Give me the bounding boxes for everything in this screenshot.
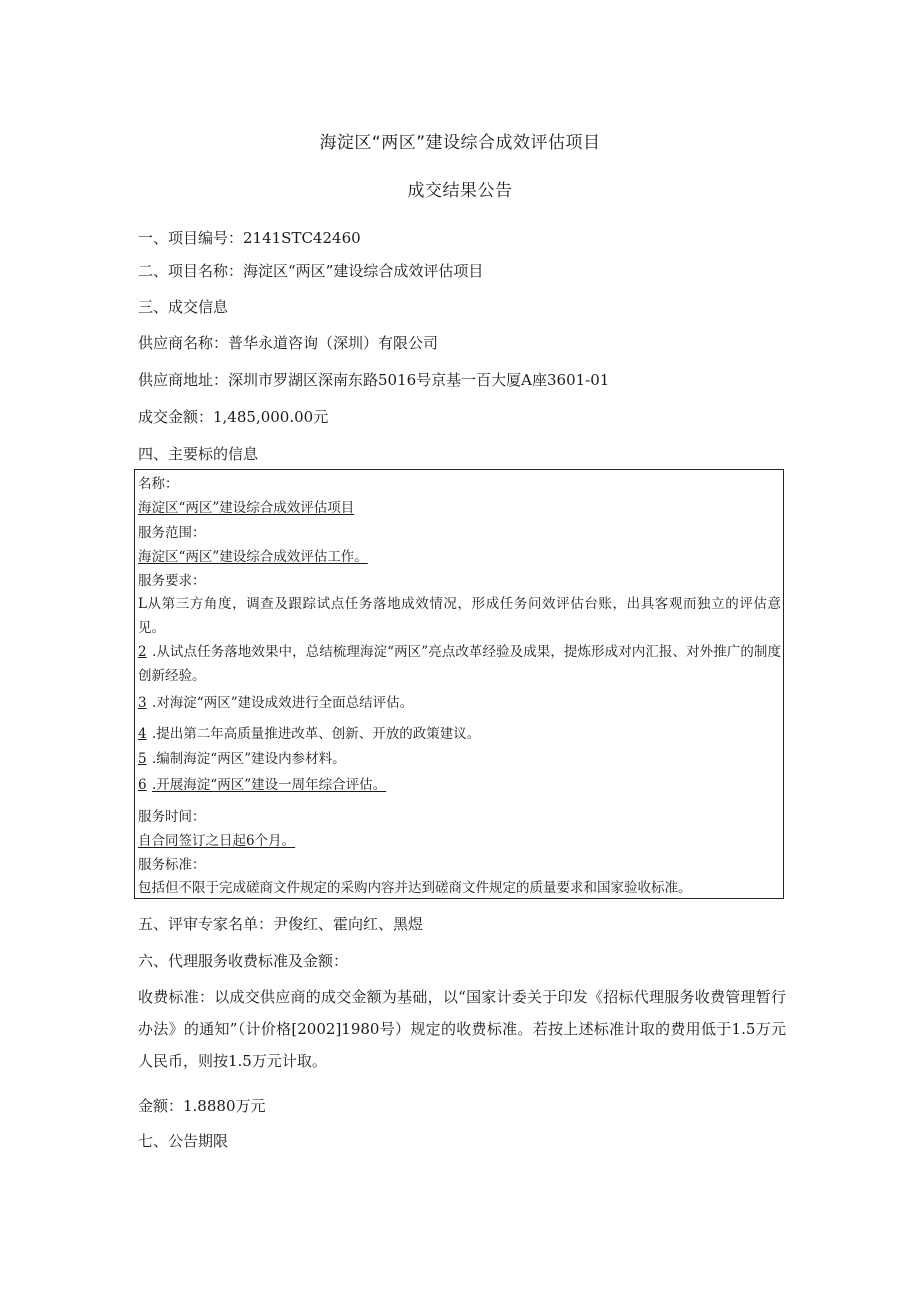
requirement-2: [138, 640, 781, 688]
requirement-4-number: 4: [138, 726, 147, 742]
requirement-5: [138, 750, 346, 768]
section-notice-period: 七、公告期限: [138, 1132, 229, 1150]
fee-standard: 收费标准：以成交供应商的成交金额为基础，以“国家计委关于印发《招标代理服务收费管理暂行办法》的通知”（计价格[2002]1980号）规定的收费标准。若按上述标准计取的费用低于1.5万元人民币，则按1.5万元计取。: [138, 988, 786, 1070]
deal-amount: 成交金额：1,485,000.00元: [138, 408, 329, 426]
requirement-2-number: 2: [138, 644, 147, 660]
requirement-5-text: .编制海淀“两区”建设内参材料。: [152, 751, 346, 767]
document-title: 海淀区“两区”建设综合成效评估项目: [319, 133, 601, 153]
section-main-subject: 四、主要标的信息: [138, 445, 259, 463]
requirement-2-text: .从试点任务落地效果中，总结梳理海淀“两区”亮点改革经验及成果，提炼形成对内汇报、对外推广的制度创新经验。: [138, 644, 781, 684]
project-number: 一、项目编号：2141STC42460: [138, 229, 361, 247]
requirement-1: L从第三方角度，调查及跟踪试点任务落地成效情况，形成任务问效评估台账，出具客观而独立的评估意见。: [138, 596, 781, 636]
subject-name-value: 海淀区“两区”建设综合成效评估项目: [138, 500, 355, 516]
service-scope-label: 服务范围：: [138, 525, 206, 541]
fee-amount: 金额：1.8880万元: [138, 1097, 266, 1115]
requirement-4-text: .提出第二年高质量推进改革、创新、开放的政策建议。: [152, 726, 481, 742]
requirement-3-number: 3: [138, 695, 147, 711]
supplier-address: 供应商地址：深圳市罗湖区深南东路5016号京基一百大厦A座3601-01: [138, 371, 610, 389]
section-agency-fee: 六、代理服务收费标准及金额：: [138, 952, 349, 970]
requirement-4: [138, 725, 480, 743]
service-scope-value: 海淀区“两区”建设综合成效评估工作。: [138, 549, 368, 565]
section-deal-info: 三、成交信息: [138, 298, 229, 316]
document-subtitle: 成交结果公告: [407, 181, 513, 201]
service-time-label: 服务时间：: [138, 809, 206, 825]
service-standard-label: 服务标准：: [138, 857, 206, 873]
requirement-3: [138, 694, 413, 712]
service-standard-value: 包括但不限于完成磋商文件规定的采购内容并达到磋商文件规定的质量要求和国家验收标准。: [138, 880, 692, 896]
review-experts: 五、评审专家名单：尹俊红、霍向红、黑煜: [138, 915, 424, 933]
requirement-6-number: 6: [138, 777, 147, 793]
service-time-value: 自合同签订之日起6个月。: [138, 833, 296, 849]
service-requirements-label: 服务要求：: [138, 573, 206, 589]
requirement-5-number: 5: [138, 751, 147, 767]
subject-name-label: 名称：: [138, 476, 179, 492]
subject-info-box: [134, 469, 784, 899]
requirement-3-text: .对海淀“两区”建设成效进行全面总结评估。: [152, 695, 414, 711]
requirement-6: [138, 776, 386, 794]
requirement-6-text: .开展海淀“两区”建设一周年综合评估。: [152, 777, 387, 793]
project-name: 二、项目名称：海淀区“两区”建设综合成效评估项目: [138, 262, 484, 280]
supplier-name: 供应商名称：普华永道咨询（深圳）有限公司: [138, 334, 439, 352]
